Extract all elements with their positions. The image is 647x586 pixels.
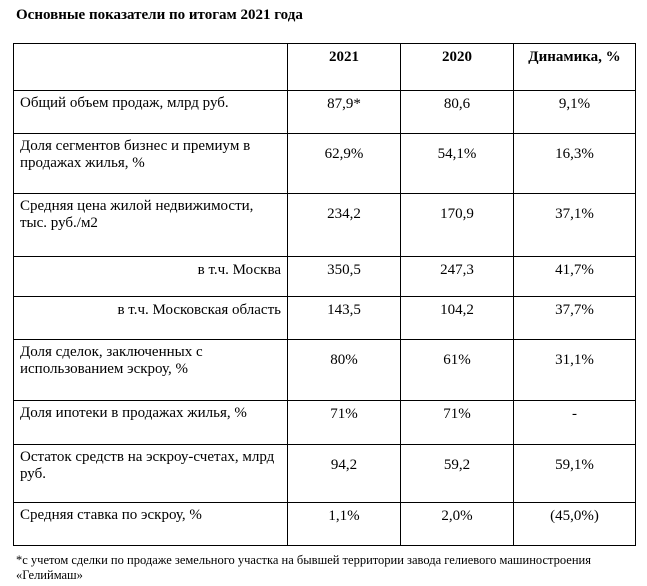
table-row — [14, 340, 636, 401]
header-cell-dynamics: Динамика, % — [514, 44, 636, 91]
value-2021: 62,9% — [288, 134, 401, 194]
indicators-table — [13, 43, 636, 546]
value-2020: 247,3 — [401, 257, 514, 297]
value-2021: 80% — [288, 340, 401, 401]
value-dynamics: 9,1% — [514, 91, 636, 134]
header-cell-2020: 2020 — [401, 44, 514, 91]
value-2020: 61% — [401, 340, 514, 401]
value-dynamics: 16,3% — [514, 134, 636, 194]
row-label: в т.ч. Москва — [14, 257, 288, 297]
row-label: Средняя ставка по эскроу, % — [14, 503, 288, 546]
table-row — [14, 257, 636, 297]
row-label: Доля ипотеки в продажах жилья, % — [14, 401, 288, 445]
value-dynamics: 31,1% — [514, 340, 636, 401]
value-2021: 94,2 — [288, 445, 401, 503]
value-2021: 350,5 — [288, 257, 401, 297]
table-header-row — [14, 44, 636, 91]
value-2020: 2,0% — [401, 503, 514, 546]
value-dynamics: - — [514, 401, 636, 445]
value-2020: 80,6 — [401, 91, 514, 134]
header-cell-empty — [14, 44, 288, 91]
value-dynamics: 37,7% — [514, 297, 636, 340]
row-label: в т.ч. Московская область — [14, 297, 288, 340]
value-2020: 71% — [401, 401, 514, 445]
value-2020: 59,2 — [401, 445, 514, 503]
row-label: Общий объем продаж, млрд руб. — [14, 91, 288, 134]
value-2021: 1,1% — [288, 503, 401, 546]
table-row — [14, 91, 636, 134]
table-row — [14, 445, 636, 503]
value-2020: 54,1% — [401, 134, 514, 194]
footnote: *с учетом сделки по продаже земельного участка на бывшей территории завода гелиевого машиностроения «Гелиймаш» — [16, 553, 591, 582]
row-label: Средняя цена жилой недвижимости, тыс. руб./м2 — [14, 194, 288, 257]
value-2021: 143,5 — [288, 297, 401, 340]
header-cell-2021: 2021 — [288, 44, 401, 91]
value-2020: 170,9 — [401, 194, 514, 257]
value-2020: 104,2 — [401, 297, 514, 340]
table-row — [14, 297, 636, 340]
table-row — [14, 134, 636, 194]
value-dynamics: (45,0%) — [514, 503, 636, 546]
value-2021: 87,9* — [288, 91, 401, 134]
row-label: Остаток средств на эскроу-счетах, млрд руб. — [14, 445, 288, 503]
value-2021: 234,2 — [288, 194, 401, 257]
table-row — [14, 194, 636, 257]
value-2021: 71% — [288, 401, 401, 445]
value-dynamics: 59,1% — [514, 445, 636, 503]
page-title: Основные показатели по итогам 2021 года — [16, 7, 303, 23]
value-dynamics: 37,1% — [514, 194, 636, 257]
row-label: Доля сегментов бизнес и премиум в продажах жилья, % — [14, 134, 288, 194]
value-dynamics: 41,7% — [514, 257, 636, 297]
table-row — [14, 503, 636, 546]
row-label: Доля сделок, заключенных с использованием эскроу, % — [14, 340, 288, 401]
table-row — [14, 401, 636, 445]
